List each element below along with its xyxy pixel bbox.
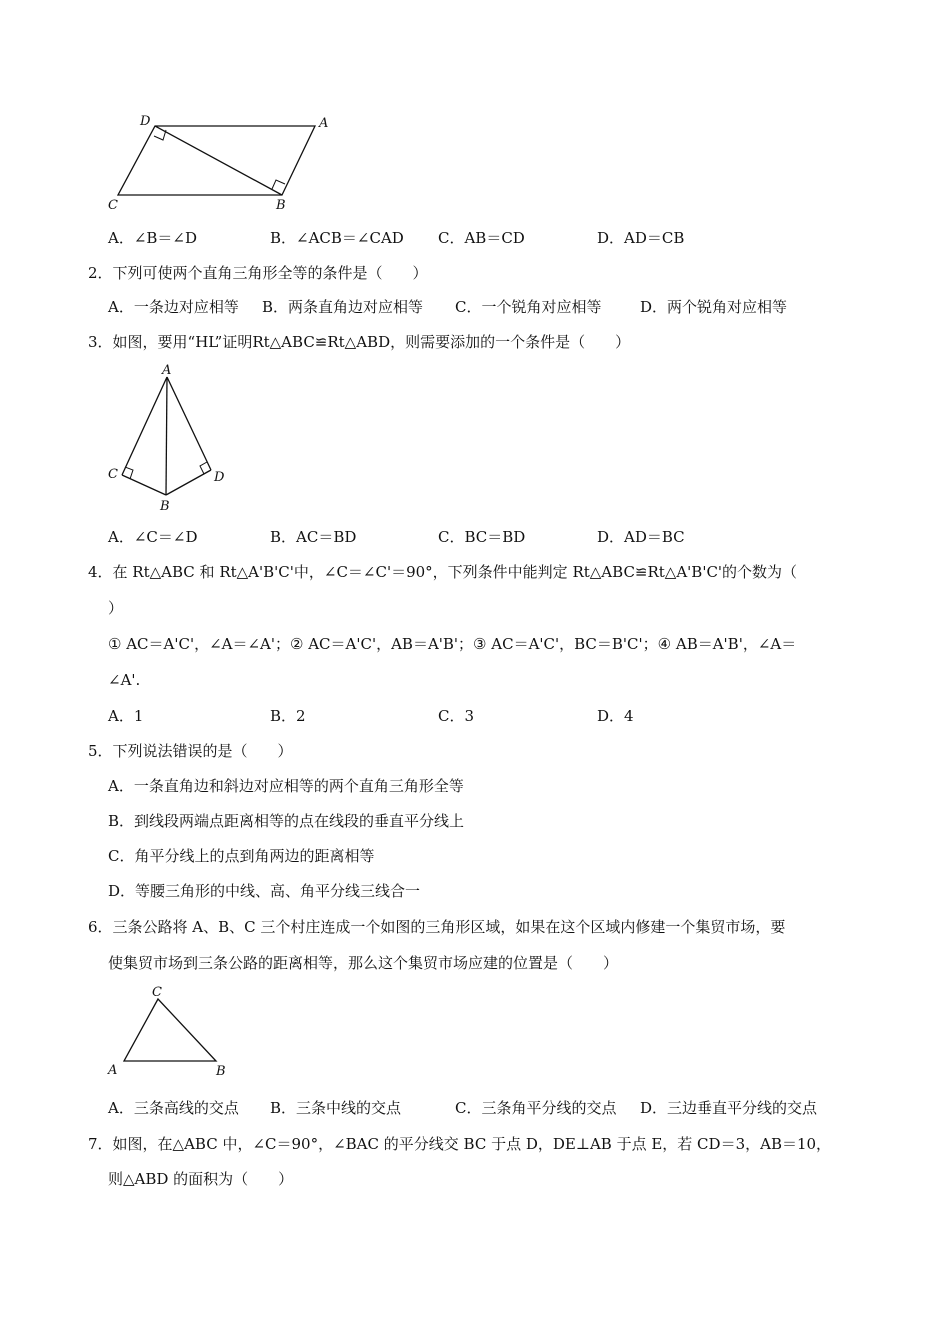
- q5-option-b[interactable]: B．到线段两端点距离相等的点在线段的垂直平分线上: [108, 812, 465, 830]
- label-C: C: [108, 467, 118, 482]
- q2-option-c[interactable]: C．一个锐角对应相等: [455, 298, 602, 316]
- label-B: B: [160, 499, 170, 514]
- q2-option-b[interactable]: B．两条直角边对应相等: [262, 298, 424, 316]
- q2-stem: 2．下列可使两个直角三角形全等的条件是（ ）: [88, 264, 428, 282]
- q7-stem-line2: 则△ABD 的面积为（ ）: [108, 1170, 294, 1188]
- q4-stem-line1: 4．在 Rt△ABC 和 Rt△A'B'C'中，∠C＝∠C'＝90°，下列条件中能判定 Rt△ABC≌Rt△A'B'C'的个数为（: [88, 563, 798, 581]
- q4-conditions-line1: ① AC＝A'C'，∠A＝∠A'；② AC＝A'C'，AB＝A'B'；③ AC＝A'C'，BC＝B'C'；④ AB＝A'B'，∠A＝: [108, 635, 797, 653]
- q2-option-a[interactable]: A．一条边对应相等: [108, 298, 239, 316]
- q4-option-d[interactable]: D．4: [597, 707, 634, 725]
- q4-stem-line2: ）: [108, 599, 124, 617]
- q5-option-d[interactable]: D．等腰三角形的中线、高、角平分线三线合一: [108, 882, 421, 900]
- q6-option-a[interactable]: A．三条高线的交点: [108, 1099, 239, 1117]
- label-A: A: [319, 116, 329, 131]
- q3-stem: 3．如图，要用“HL”证明Rt△ABC≌Rt△ABD，则需要添加的一个条件是（ ）: [88, 333, 631, 351]
- q3-option-c[interactable]: C．BC＝BD: [438, 528, 526, 546]
- q5-option-a[interactable]: A．一条直角边和斜边对应相等的两个直角三角形全等: [108, 777, 464, 795]
- label-B: B: [216, 1064, 226, 1079]
- q6-option-b[interactable]: B．三条中线的交点: [270, 1099, 402, 1117]
- q4-option-a[interactable]: A．1: [108, 707, 144, 725]
- label-A: A: [108, 1063, 118, 1078]
- q4-option-b[interactable]: B．2: [270, 707, 306, 725]
- q3-option-d[interactable]: D．AD＝BC: [597, 528, 685, 546]
- q5-stem: 5．下列说法错误的是（ ）: [88, 742, 293, 760]
- label-C: C: [108, 198, 118, 213]
- label-B: B: [276, 198, 286, 213]
- q3-option-a[interactable]: A．∠C＝∠D: [108, 528, 198, 546]
- q6-option-c[interactable]: C．三条角平分线的交点: [455, 1099, 617, 1117]
- q2-option-d[interactable]: D．两个锐角对应相等: [640, 298, 788, 316]
- q5-option-c[interactable]: C．角平分线上的点到角两边的距离相等: [108, 847, 375, 865]
- q6-stem-line2: 使集贸市场到三条公路的距离相等，那么这个集贸市场应建的位置是（ ）: [108, 954, 619, 972]
- label-C: C: [152, 985, 162, 1000]
- q1-option-a[interactable]: A．∠B＝∠D: [108, 229, 198, 247]
- q1-option-c[interactable]: C．AB＝CD: [438, 229, 525, 247]
- parallelogram-figure: [100, 108, 350, 218]
- label-D: D: [214, 470, 225, 485]
- q7-stem-line1: 7．如图，在△ABC 中，∠C＝90°，∠BAC 的平分线交 BC 于点 D，DE⊥AB 于点 E，若 CD＝3，AB＝10，: [88, 1135, 832, 1153]
- q4-option-c[interactable]: C．3: [438, 707, 475, 725]
- q4-conditions-line2: ∠A'.: [108, 671, 141, 689]
- q3-option-b[interactable]: B．AC＝BD: [270, 528, 357, 546]
- q6-stem-line1: 6．三条公路将 A、B、C 三个村庄连成一个如图的三角形区域，如果在这个区域内修建一个集贸市场，要: [88, 918, 786, 936]
- triangle-figure: [100, 982, 240, 1082]
- q6-option-d[interactable]: D．三边垂直平分线的交点: [640, 1099, 818, 1117]
- q1-option-b[interactable]: B．∠ACB＝∠CAD: [270, 229, 404, 247]
- kite-figure: [100, 360, 240, 515]
- q1-option-d[interactable]: D．AD＝CB: [597, 229, 685, 247]
- label-D: D: [140, 114, 151, 129]
- label-A: A: [162, 363, 172, 378]
